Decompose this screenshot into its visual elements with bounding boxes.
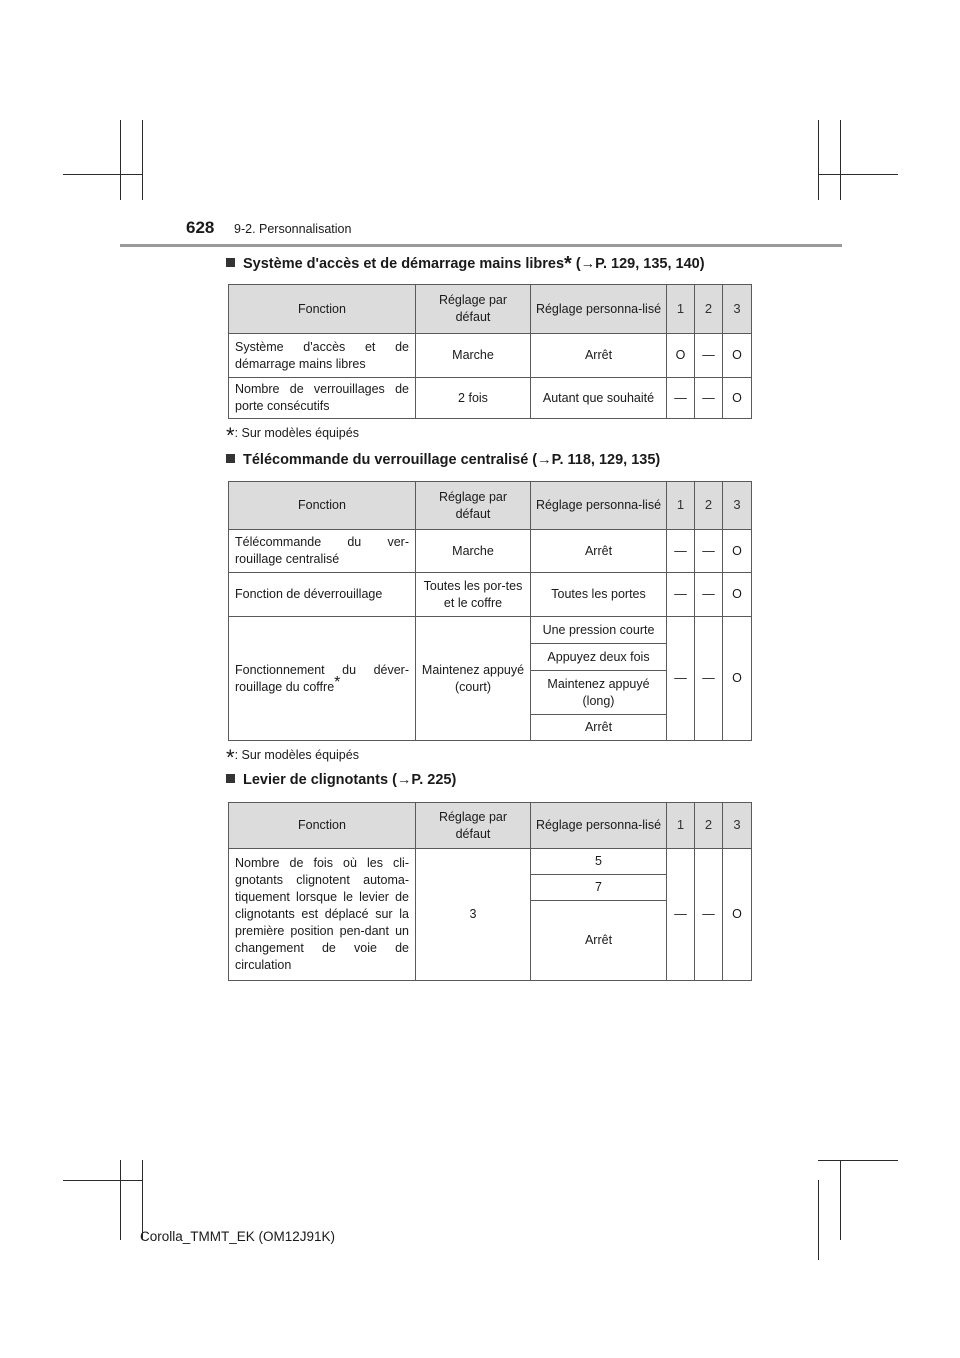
bullet-square-icon [226,454,235,463]
table-row [229,849,752,875]
number-1-icon: 1 [676,300,685,316]
page-reference: (→P. 129, 135, 140) [571,256,705,272]
column-header-method-2 [695,285,723,334]
cell-method-2: — [695,573,723,617]
settings-table-smart-entry [228,284,752,419]
cell-custom: Toutes les portes [531,573,667,617]
cell-custom-option: Une pression courte [531,617,667,644]
column-header-custom: Réglage personna-lisé [531,803,667,849]
cell-custom-option: Appuyez deux fois [531,644,667,671]
cell-method-2: — [695,617,723,741]
asterisk: * [226,745,235,770]
cell-method-3: O [723,617,752,741]
section-heading-smart-entry [226,253,705,275]
number-2-icon: 2 [704,497,713,512]
crop-mark [818,120,819,200]
footnote-text: : Sur modèles équipés [234,748,359,762]
cell-custom-option: Arrêt [531,901,667,981]
cell-default: 3 [416,849,531,981]
column-header-custom: Réglage personna-lisé [531,482,667,530]
number-2-icon: 2 [704,817,713,832]
heading-text: Levier de clignotants [243,772,389,788]
number-3-icon: 3 [733,300,741,316]
cell-function: Nombre de verrouillages de porte consécutifs [229,378,416,419]
column-header-default: Réglage par défaut [416,285,531,334]
cell-default: Maintenez appuyé (court) [416,617,531,741]
bullet-square-icon [226,258,235,267]
cell-method-1: — [667,530,695,573]
crop-mark [142,120,143,200]
cell-method-3: O [723,530,752,573]
cell-function: Système d'accès et de démarrage mains libres [229,334,416,378]
page-reference: (→P. 225) [388,772,457,788]
column-header-method-2 [695,803,723,849]
heading-text: Télécommande du verrouillage centralisé [243,452,529,468]
footnote-equipped-models [226,745,359,770]
cell-method-1: O [667,334,695,378]
cell-custom: Autant que souhaité [531,378,667,419]
crop-mark [818,1180,819,1260]
column-header-method-3 [723,803,752,849]
asterisk: * [564,253,572,275]
cell-function: Fonction de déverrouillage [229,573,416,617]
cell-method-3: O [723,573,752,617]
table-row [229,378,752,419]
settings-table-remote-locking [228,481,752,741]
crop-mark [63,174,143,175]
column-header-function: Fonction [229,482,416,530]
page-reference: (→P. 118, 129, 135) [528,452,661,468]
crop-mark [818,174,898,175]
column-header-function: Fonction [229,803,416,849]
page-number: 628 [186,218,215,237]
table-row [229,530,752,573]
column-header-custom: Réglage personna-lisé [531,285,667,334]
cell-function [229,617,416,741]
cell-custom: Arrêt [531,530,667,573]
section-heading-turn-signal [226,772,456,788]
crop-mark [120,120,121,200]
settings-table-turn-signal [228,802,752,981]
footnote-equipped-models [226,423,359,448]
heading-text: Système d'accès et de démarrage mains libres [243,256,565,272]
cell-custom: Arrêt [531,334,667,378]
cell-method-1: — [667,617,695,741]
table-row [229,334,752,378]
document-footer: Corolla_TMMT_EK (OM12J91K) [140,1229,336,1244]
cell-method-3: O [723,334,752,378]
column-header-default: Réglage par défaut [416,482,531,530]
cell-function: Nombre de fois où les cli-gnotants clignotent automa-tiquement lorsque le levier de clignotants est déplacé sur la première position pen-dant un changement de voie de circulation [229,849,416,981]
cell-method-2: — [695,334,723,378]
column-header-method-3 [723,285,752,334]
column-header-method-2 [695,482,723,530]
chapter-title: 9-2. Personnalisation [234,222,352,236]
cell-function: Télécommande du ver-rouillage centralisé [229,530,416,573]
footnote-text: : Sur modèles équipés [234,426,359,440]
cell-custom-option: Arrêt [531,715,667,741]
header-rule [120,244,842,247]
cell-method-1: — [667,378,695,419]
number-2-icon: 2 [704,300,713,316]
cell-method-2: — [695,378,723,419]
column-header-method-3 [723,482,752,530]
cell-default: Toutes les por-tes et le coffre [416,573,531,617]
cell-custom-option: 5 [531,849,667,875]
table-row [229,573,752,617]
number-3-icon: 3 [733,497,741,512]
asterisk: * [226,423,235,448]
bullet-square-icon [226,774,235,783]
crop-mark [840,1160,841,1240]
column-header-method-1 [667,285,695,334]
crop-mark [120,1160,121,1240]
cell-method-2: — [695,849,723,981]
cell-function-text: Fonctionnement du déver-rouillage du coffre [235,662,409,694]
column-header-function: Fonction [229,285,416,334]
number-1-icon: 1 [676,817,685,832]
cell-custom-option: 7 [531,875,667,901]
cell-default: 2 fois [416,378,531,419]
number-3-icon: 3 [733,817,741,832]
crop-mark [63,1180,143,1181]
cell-default: Marche [416,334,531,378]
cell-custom-option: Maintenez appuyé (long) [531,671,667,715]
cell-method-1: — [667,573,695,617]
column-header-default: Réglage par défaut [416,803,531,849]
cell-method-3: O [723,849,752,981]
crop-mark [142,1160,143,1240]
crop-mark [840,120,841,200]
table-row [229,617,752,644]
column-header-method-1 [667,482,695,530]
cell-method-1: — [667,849,695,981]
cell-default: Marche [416,530,531,573]
column-header-method-1 [667,803,695,849]
crop-mark [818,1160,898,1161]
cell-method-3: O [723,378,752,419]
section-heading-remote-locking [226,452,660,468]
asterisk: * [334,673,341,691]
cell-method-2: — [695,530,723,573]
number-1-icon: 1 [676,497,685,512]
